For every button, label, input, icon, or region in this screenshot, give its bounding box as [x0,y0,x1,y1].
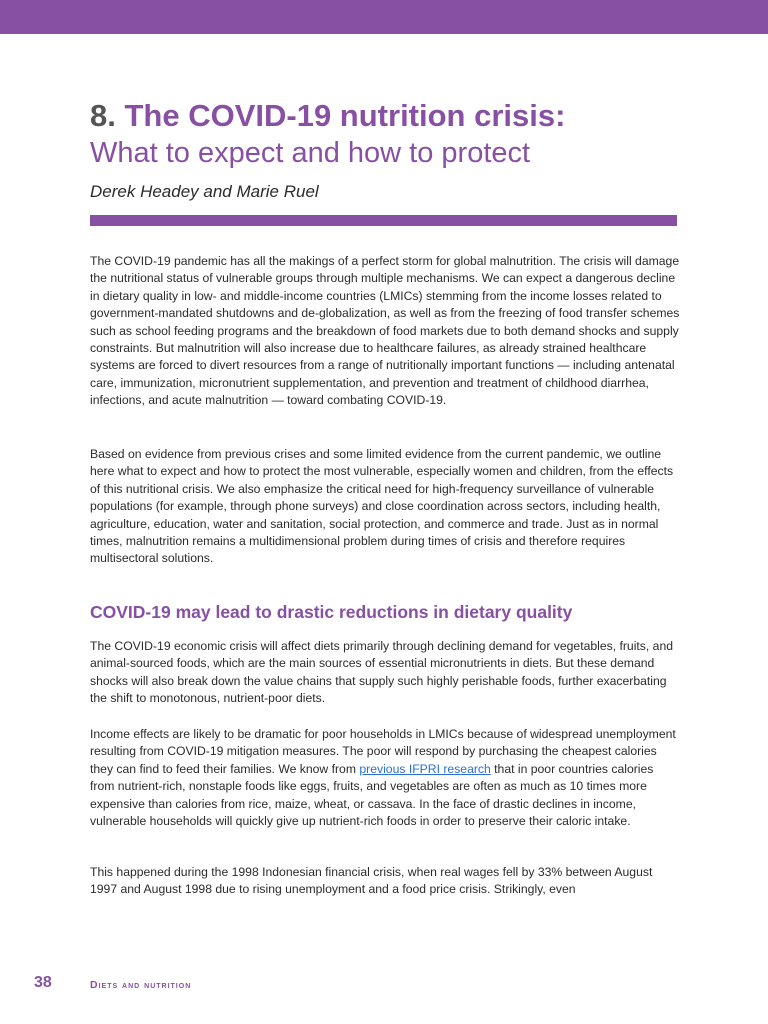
header-color-bar [0,0,768,34]
chapter-subtitle: What to expect and how to protect [90,137,531,169]
chapter-number: 8. [90,98,116,133]
running-footer-title: Diets and nutrition [90,979,192,991]
body-paragraph: Based on evidence from previous crises and some limited evidence from the current pandemic, we outline here what to expect and how to protect the most vulnerable, especially women and children, from the effects of this nutritional crisis. We also emphasize the critical need for high-frequency surveillance of vulnerable populations (for example, through phone surveys) and close coordination across sectors, including health, agriculture, education, water and sanitation, social protection, and commerce and trade. Just as in normal times, malnutrition remains a multidimensional problem during times of crisis and therefore requires multisectoral solutions. [90,447,674,566]
section-heading: COVID-19 may lead to drastic reductions in dietary quality [90,602,573,622]
body-paragraph [90,726,680,830]
body-paragraph: This happened during the 1998 Indonesian financial crisis, when real wages fell by 33% between August 1997 and August 1998 due to rising unemployment and a food price crisis. Strikingly, even [90,865,653,897]
body-paragraph: The COVID-19 economic crisis will affect diets primarily through declining demand for vegetables, fruits, and animal-sourced foods, which are the main sources of essential micronutrients in diets. But these demand shocks will also break down the value chains that supply such highly perishable foods, further exacerbating the shift to monotonous, nutrient-poor diets. [90,639,674,706]
paragraph-text: that in poor countries calories from nutrient-rich, nonstaple foods like eggs, fruits, and vegetables are often as much as 10 times more expensive than calories from rice, maize, wheat, or cassava. In the face of drastic declines in income, vulnerable households will quickly give up nutrient-rich foods in order to preserve their caloric intake. [90,761,654,829]
body-paragraph: The COVID-19 pandemic has all the makings of a perfect storm for global malnutrition. The crisis will damage the nutritional status of vulnerable groups through multiple mechanisms. We can expect a dangerous decline in dietary quality in low- and middle-income countries (LMICs) stemming from the income losses related to government-mandated shutdowns and de-globalization, as well as from the freezing of food transfer schemes such as school feeding programs and the breakdown of food markets due to both demand shocks and supply constraints. But malnutrition will also increase due to healthcare failures, as already strained healthcare systems are forced to divert resources from a range of nutritionally important functions — including antenatal care, immunization, micronutrient supplementation, and prevention and treatment of childhood diarrhea, infections, and acute malnutrition — toward combating COVID-19. [90,254,680,408]
title-divider [90,215,677,226]
chapter-title-text: The COVID-19 nutrition crisis: [124,98,566,133]
ifpri-research-link[interactable]: previous IFPRI research [359,761,491,776]
authors: Derek Headey and Marie Ruel [90,182,319,201]
paragraph-text: Income effects are likely to be dramatic for poor households in LMICs because of widespread unemployment resulting from COVID-19 mitigation measures. The poor will respond by purchasing the cheapest calories they can find to feed their families. We know from [90,727,676,776]
page-number: 38 [34,974,52,991]
chapter-title [90,96,565,136]
